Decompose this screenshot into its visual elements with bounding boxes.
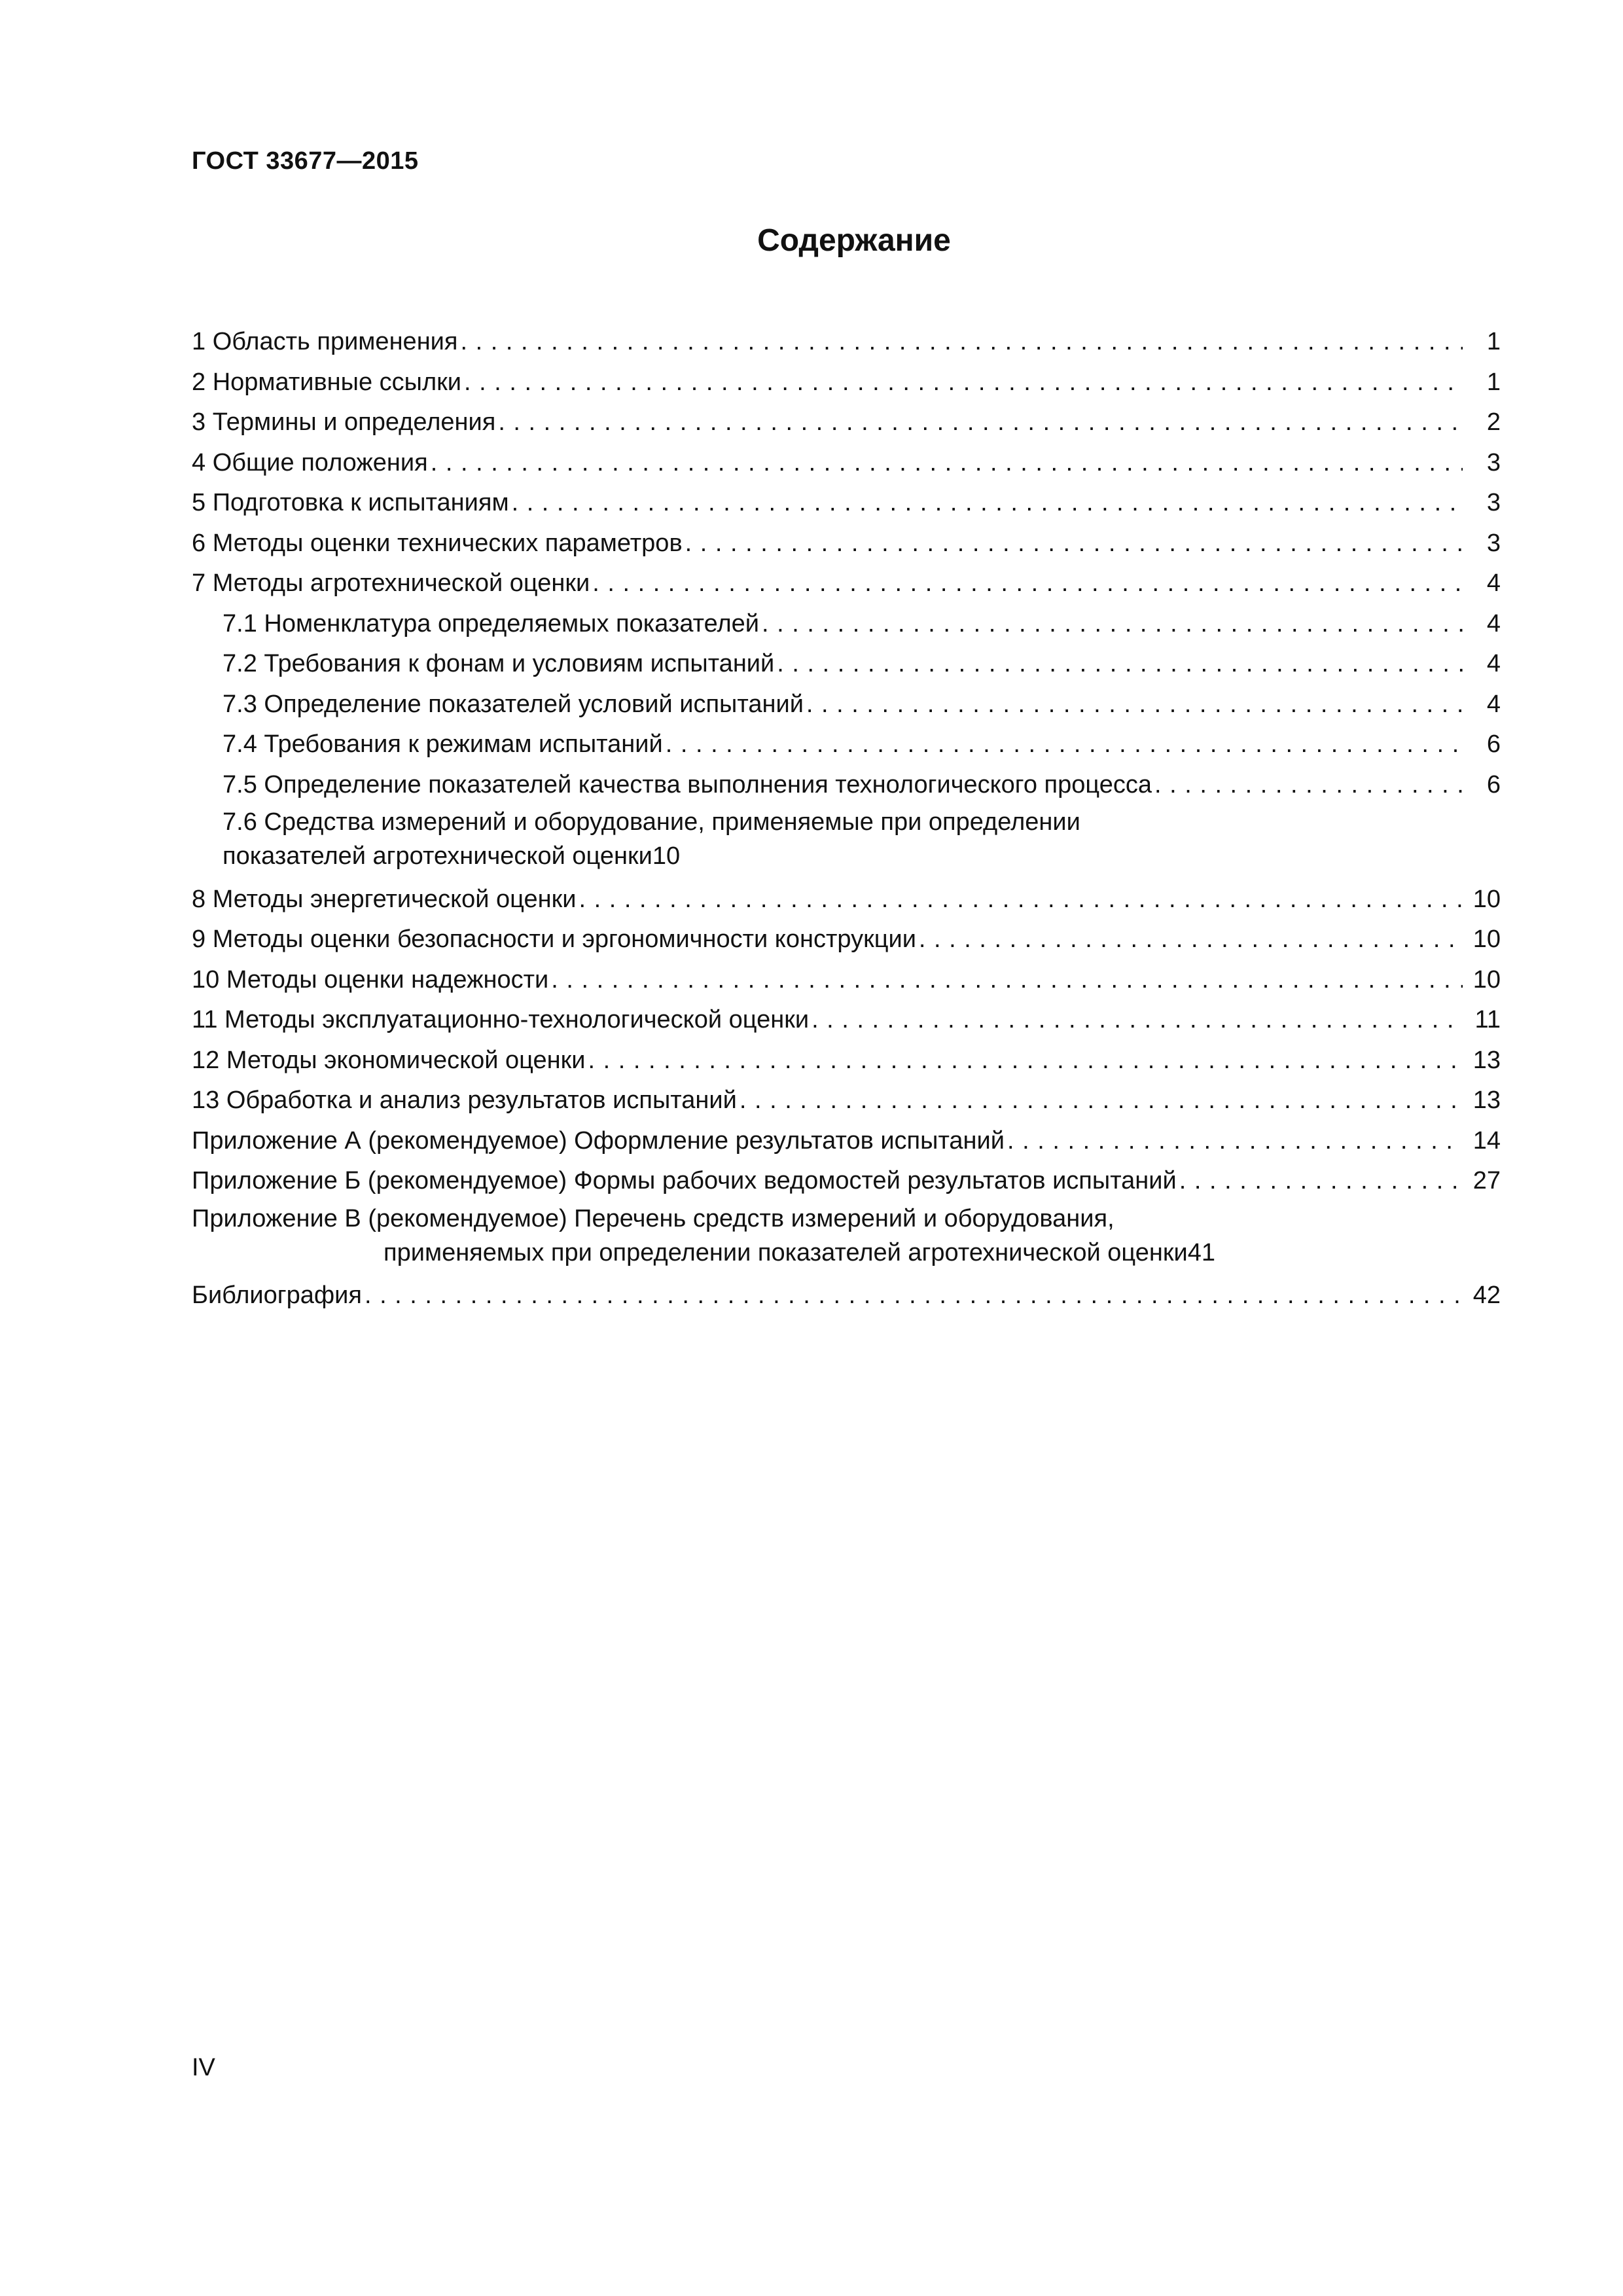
toc-entry-page: 27: [1472, 1167, 1501, 1194]
toc-entry-page: 4: [1486, 650, 1501, 677]
toc-entry-label: 7.4 Требования к режимам испытаний: [223, 730, 663, 758]
toc-entry-label: 11 Методы эксплуатационно-технологической оценки: [192, 1006, 810, 1033]
toc-dot-leader: [806, 685, 1463, 725]
toc-entry[interactable]: [192, 363, 1501, 403]
toc-entry-page: 1: [1486, 328, 1501, 355]
toc-entry-label: 7.5 Определение показателей качества выполнения технологического процесса: [223, 770, 1152, 798]
toc-entry-label-line1: Приложение В (рекомендуемое) Перечень средств измерений и оборудования,: [192, 1204, 1115, 1232]
toc-subentry[interactable]: [192, 725, 1501, 765]
toc-entry-page: 4: [1486, 609, 1501, 637]
toc-entry[interactable]: [192, 960, 1501, 1001]
toc-entry[interactable]: [192, 1000, 1501, 1041]
toc-entry-page: 4: [1486, 569, 1501, 597]
toc-entry-page: 11: [1474, 1006, 1501, 1033]
toc-dot-leader: [365, 1276, 1463, 1316]
toc-dot-leader: [579, 880, 1463, 920]
toc-entry-label: 7 Методы агротехнической оценки: [192, 569, 590, 597]
toc-entry[interactable]: [192, 1276, 1501, 1316]
toc-subentry-multiline[interactable]: [192, 805, 1501, 873]
toc-entry-multiline[interactable]: [192, 1202, 1501, 1270]
toc-dot-leader: [919, 920, 1463, 960]
toc-dot-leader: [685, 524, 1463, 564]
toc-entry[interactable]: [192, 1081, 1501, 1121]
toc-dot-leader: [431, 443, 1463, 484]
toc-subentry[interactable]: [192, 685, 1501, 725]
toc-entry-label: 6 Методы оценки технических параметров: [192, 529, 683, 557]
toc-entry[interactable]: [192, 920, 1501, 960]
toc-entry-page: 10: [652, 842, 681, 870]
toc-entry-page: 41: [1187, 1238, 1215, 1266]
toc-entry-label: Приложение Б (рекомендуемое) Формы рабочих ведомостей результатов испытаний: [192, 1167, 1177, 1194]
toc-entry-label: 3 Термины и определения: [192, 408, 496, 436]
toc-entry-label: 13 Обработка и анализ результатов испытаний: [192, 1086, 737, 1114]
page-number: IV: [192, 2054, 215, 2081]
toc-entry-label-line1: 7.6 Средства измерений и оборудование, применяемые при определении: [223, 808, 1080, 836]
toc-entry-label: Приложение А (рекомендуемое) Оформление результатов испытаний: [192, 1126, 1005, 1155]
toc-entry[interactable]: [192, 1041, 1501, 1081]
toc-entry-page: 3: [1486, 529, 1501, 557]
toc-dot-leader: [777, 644, 1463, 685]
toc-entry-page: 10: [1472, 965, 1501, 994]
toc-subentry[interactable]: [192, 644, 1501, 685]
toc-entry-label: Библиография: [192, 1282, 362, 1309]
toc-entry-label: 2 Нормативные ссылки: [192, 368, 461, 396]
toc-entry-label-line2: применяемых при определении показателей агротехнической оценки: [383, 1238, 1188, 1266]
toc-entry-label: 7.2 Требования к фонам и условиям испытаний: [223, 650, 775, 677]
toc-entry-page: 10: [1472, 885, 1501, 913]
toc-entry-page: 3: [1486, 489, 1501, 516]
toc-entry[interactable]: [192, 483, 1501, 524]
toc-dot-leader: [762, 604, 1463, 645]
toc-dot-leader: [1179, 1161, 1463, 1202]
toc-entry-label: 5 Подготовка к испытаниям: [192, 489, 509, 516]
toc-dot-leader: [551, 960, 1463, 1001]
toc-entry-label: 8 Методы энергетической оценки: [192, 885, 577, 913]
toc-entry-page: 10: [1472, 925, 1501, 953]
toc-entry-page: 13: [1472, 1046, 1501, 1074]
toc-entry-label: 7.3 Определение показателей условий испытаний: [223, 690, 804, 718]
document-code: ГОСТ 33677—2015: [192, 147, 419, 175]
toc-entry-page: 2: [1486, 408, 1501, 436]
toc-entry-page: 4: [1486, 690, 1501, 718]
toc-dot-leader: [1007, 1121, 1463, 1162]
toc-entry-page: 14: [1472, 1126, 1501, 1155]
toc-entry-label: 10 Методы оценки надежности: [192, 965, 549, 994]
toc-dot-leader: [812, 1000, 1463, 1041]
toc-dot-leader: [592, 564, 1463, 604]
toc-entry-label: 12 Методы экономической оценки: [192, 1046, 586, 1074]
toc-entry-label-line2: показателей агротехнической оценки: [223, 842, 652, 870]
toc-entry[interactable]: [192, 1121, 1501, 1162]
toc-entry[interactable]: [192, 564, 1501, 604]
toc-dot-leader: [498, 403, 1463, 443]
toc-entry-page: 13: [1472, 1086, 1501, 1114]
toc-entry-label: 4 Общие положения: [192, 448, 428, 476]
toc-dot-leader: [460, 322, 1463, 363]
toc-entry[interactable]: [192, 322, 1501, 363]
toc-entry-label: 1 Область применения: [192, 328, 458, 355]
toc-entry[interactable]: [192, 1161, 1501, 1202]
toc-entry-page: 6: [1486, 770, 1501, 798]
table-of-contents: [192, 322, 1501, 1316]
toc-entry-page: 6: [1486, 730, 1501, 758]
page-title: Содержание: [757, 223, 951, 258]
toc-entry-page: 1: [1486, 368, 1501, 396]
toc-dot-leader: [666, 725, 1463, 765]
toc-dot-leader: [740, 1081, 1463, 1121]
toc-dot-leader: [464, 363, 1463, 403]
toc-entry[interactable]: [192, 443, 1501, 484]
toc-entry[interactable]: [192, 403, 1501, 443]
toc-subentry[interactable]: [192, 765, 1501, 806]
toc-entry-page: 3: [1486, 448, 1501, 476]
toc-entry-label: 9 Методы оценки безопасности и эргономичности конструкции: [192, 925, 916, 953]
toc-dot-leader: [588, 1041, 1463, 1081]
toc-dot-leader: [1154, 765, 1463, 806]
toc-entry[interactable]: [192, 524, 1501, 564]
toc-entry-page: 42: [1472, 1282, 1501, 1309]
toc-subentry[interactable]: [192, 604, 1501, 645]
toc-entry[interactable]: [192, 880, 1501, 920]
toc-entry-label: 7.1 Номенклатура определяемых показателей: [223, 609, 760, 637]
toc-dot-leader: [512, 483, 1463, 524]
